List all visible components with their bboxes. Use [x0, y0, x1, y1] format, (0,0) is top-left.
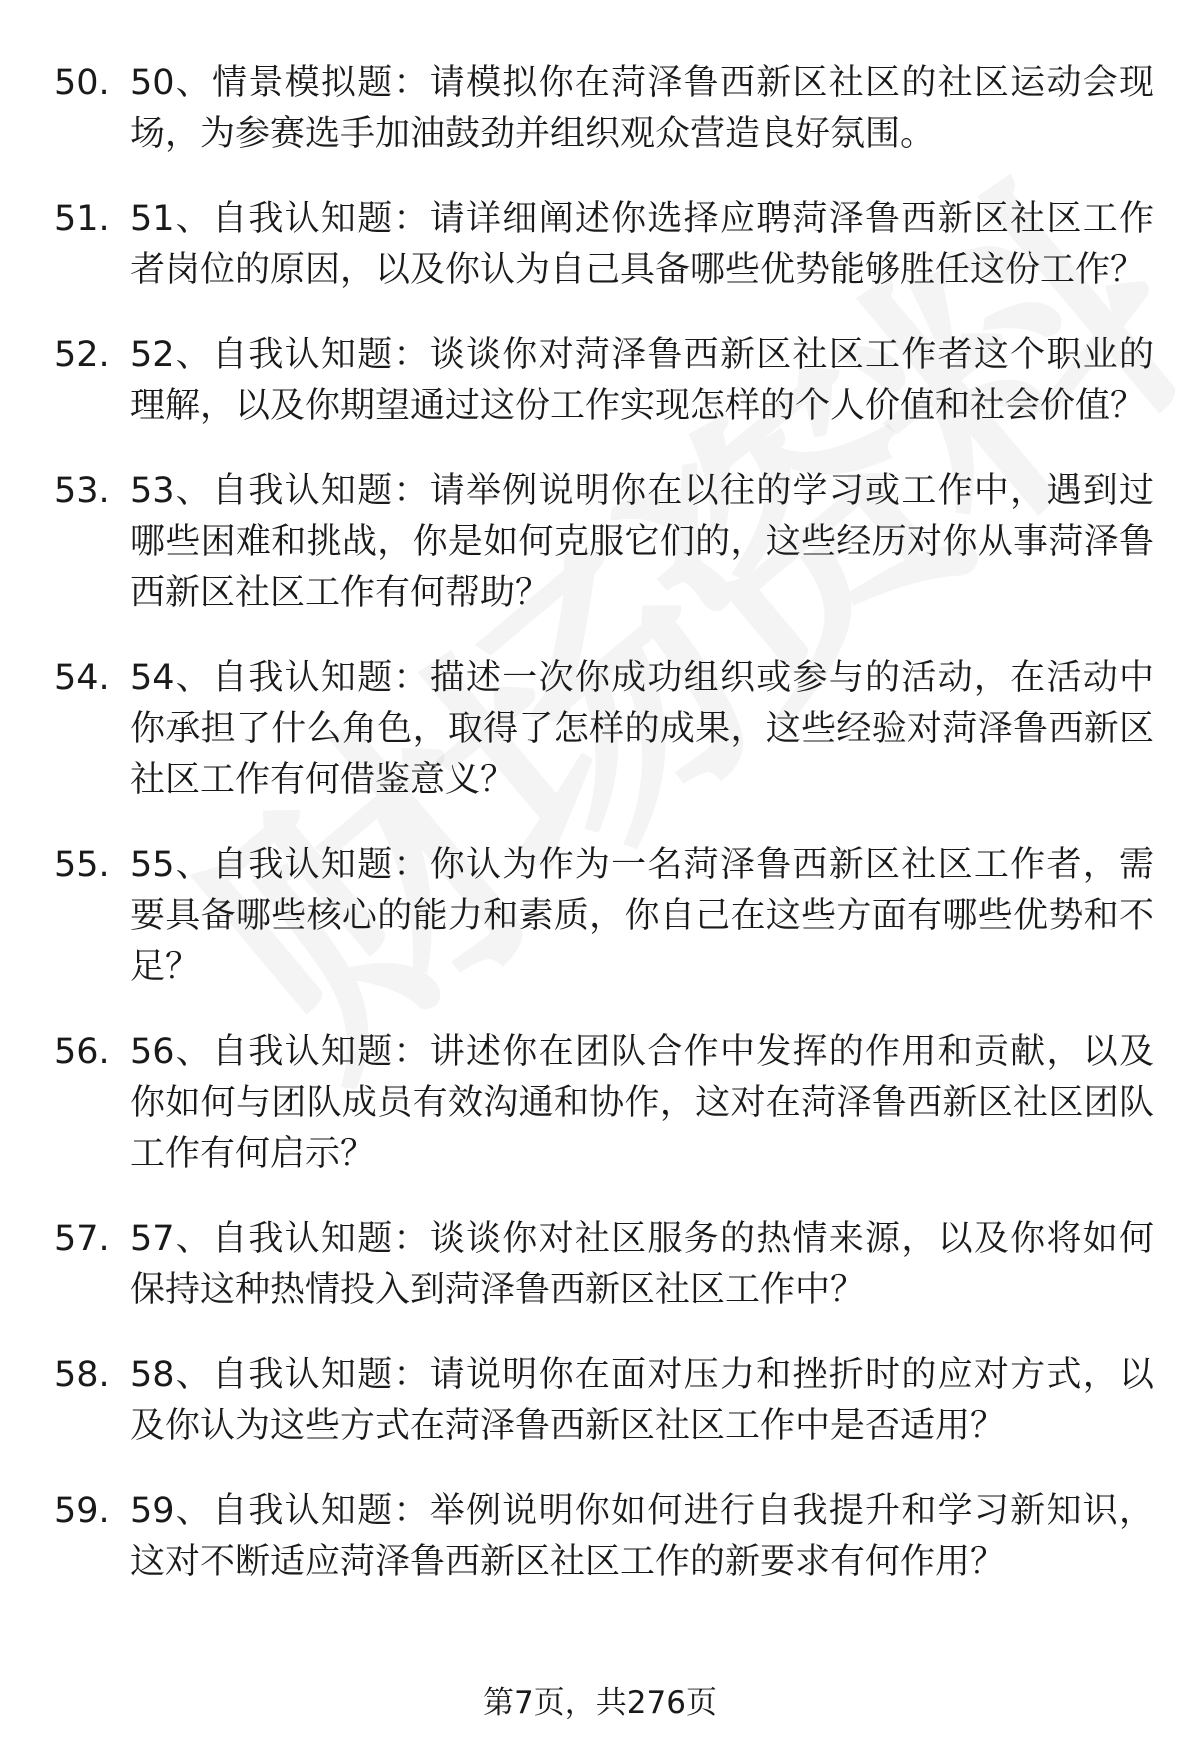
question-item — [54, 1486, 1154, 1588]
question-number: 51. — [54, 199, 110, 239]
question-number: 55. — [54, 845, 110, 885]
question-number: 56. — [54, 1032, 110, 1072]
question-list — [54, 58, 1154, 1622]
question-item — [54, 194, 1154, 296]
question-text: 59、自我认知题：举例说明你如何进行自我提升和学习新知识，这对不断适应菏泽鲁西新区社区工作的新要求有何作用？ — [130, 1491, 1154, 1582]
question-text: 54、自我认知题：描述一次你成功组织或参与的活动，在活动中你承担了什么角色，取得了怎样的成果，这些经验对菏泽鲁西新区社区工作有何借鉴意义？ — [130, 658, 1154, 800]
question-number: 58. — [54, 1355, 110, 1395]
question-text: 58、自我认知题：请说明你在面对压力和挫折时的应对方式，以及你认为这些方式在菏泽鲁西新区社区工作中是否适用？ — [130, 1355, 1154, 1446]
question-number: 53. — [54, 471, 110, 511]
question-number: 59. — [54, 1491, 110, 1531]
question-number: 57. — [54, 1219, 110, 1259]
question-item — [54, 1214, 1154, 1316]
question-number: 54. — [54, 658, 110, 698]
question-text: 53、自我认知题：请举例说明你在以往的学习或工作中，遇到过哪些困难和挑战，你是如何克服它们的，这些经历对你从事菏泽鲁西新区社区工作有何帮助？ — [130, 471, 1154, 613]
question-text: 51、自我认知题：请详细阐述你选择应聘菏泽鲁西新区社区工作者岗位的原因，以及你认为自己具备哪些优势能够胜任这份工作？ — [130, 199, 1154, 290]
question-item — [54, 1350, 1154, 1452]
question-text: 50、情景模拟题：请模拟你在菏泽鲁西新区社区的社区运动会现场，为参赛选手加油鼓劲并组织观众营造良好氛围。 — [130, 63, 1154, 154]
question-text: 55、自我认知题：你认为作为一名菏泽鲁西新区社区工作者，需要具备哪些核心的能力和素质，你自己在这些方面有哪些优势和不足？ — [130, 845, 1154, 987]
question-item — [54, 330, 1154, 432]
question-number: 52. — [54, 335, 110, 375]
question-item — [54, 466, 1154, 619]
page-footer: 第7页，共276页 — [483, 1685, 717, 1721]
question-item — [54, 58, 1154, 160]
question-number: 50. — [54, 63, 110, 103]
question-text: 57、自我认知题：谈谈你对社区服务的热情来源，以及你将如何保持这种热情投入到菏泽鲁西新区社区工作中？ — [130, 1219, 1154, 1310]
question-item — [54, 653, 1154, 806]
question-item — [54, 840, 1154, 993]
question-text: 56、自我认知题：讲述你在团队合作中发挥的作用和贡献，以及你如何与团队成员有效沟通和协作，这对在菏泽鲁西新区社区团队工作有何启示？ — [130, 1032, 1154, 1174]
question-item — [54, 1027, 1154, 1180]
question-text: 52、自我认知题：谈谈你对菏泽鲁西新区社区工作者这个职业的理解，以及你期望通过这份工作实现怎样的个人价值和社会价值？ — [130, 335, 1154, 426]
